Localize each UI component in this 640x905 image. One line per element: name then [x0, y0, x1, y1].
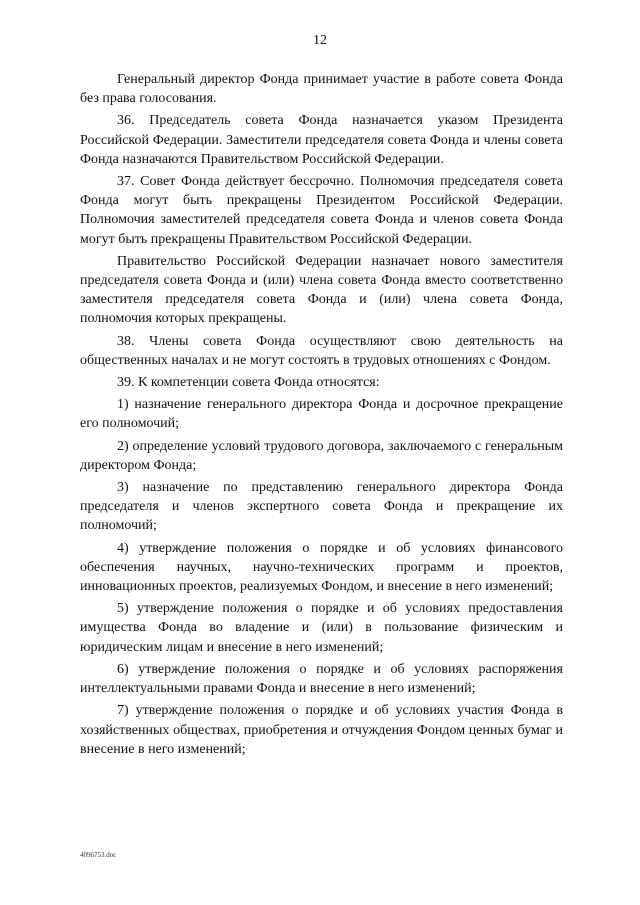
footer-filename: 4096753.doc	[80, 851, 117, 859]
page-number: 12	[313, 33, 327, 48]
list-item-1: 1) назначение генерального директора Фонда и досрочное прекращение его полномочий;	[80, 397, 563, 432]
paragraph-39: 39. К компетенции совета Фонда относятся:	[117, 375, 380, 391]
list-item-6: 6) утверждение положения о порядке и об условиях распоряжения интеллектуальными правами Фонда и внесение в него изменений;	[80, 661, 563, 697]
paragraph-36: 36. Председатель совета Фонда назначается указом Президента Российской Федерации. Заместители председателя совета Фонда и члены совета Фонда назначаются Правительством Российской Федерации.	[80, 113, 563, 167]
list-item-5: 5) утверждение положения о порядке и об условиях предоставления имущества Фонда во владение и (или) в пользование физическим и юридическим лицам и внесение в него изменений;	[80, 601, 563, 655]
list-item-4: 4) утверждение положения о порядке и об условиях финансового обеспечения научных, научно-технических программ и проектов, инновационных проектов, реализуемых Фондом, и внесение в него изменений;	[80, 540, 563, 595]
list-item-2: 2) определение условий трудового договора, заключаемого с генеральным директором Фонда;	[80, 438, 563, 473]
paragraph-government-appoints: Правительство Российской Федерации назначает нового заместителя председателя совета Фонда и (или) члена совета Фонда вместо соответственно заместителя председателя совета Фонда и (или) члена совета Фонда, полномочия которых прекращены.	[80, 253, 563, 327]
list-item-7: 7) утверждение положения о порядке и об условиях участия Фонда в хозяйственных обществах, приобретения и отчуждения Фондом ценных бумаг и внесение в него изменений;	[80, 703, 563, 757]
list-item-3: 3) назначение по представлению генерального директора Фонда председателя и членов экспертного совета Фонда и прекращение их полномочий;	[80, 480, 563, 534]
paragraph-38: 38. Члены совета Фонда осуществляют свою деятельность на общественных началах и не могут состоять в трудовых отношениях с Фондом.	[80, 333, 563, 368]
document-body	[80, 70, 563, 762]
paragraph-37: 37. Совет Фонда действует бессрочно. Полномочия председателя совета Фонда могут быть прекращены Президентом Российской Федерации. Полномочия заместителей председателя совета Фонда и членов совета Фонда могут быть прекращены Правительством Российской Федерации.	[80, 174, 563, 247]
paragraph-director-participation: Генеральный директор Фонда принимает участие в работе совета Фонда без права голосования.	[80, 72, 563, 107]
